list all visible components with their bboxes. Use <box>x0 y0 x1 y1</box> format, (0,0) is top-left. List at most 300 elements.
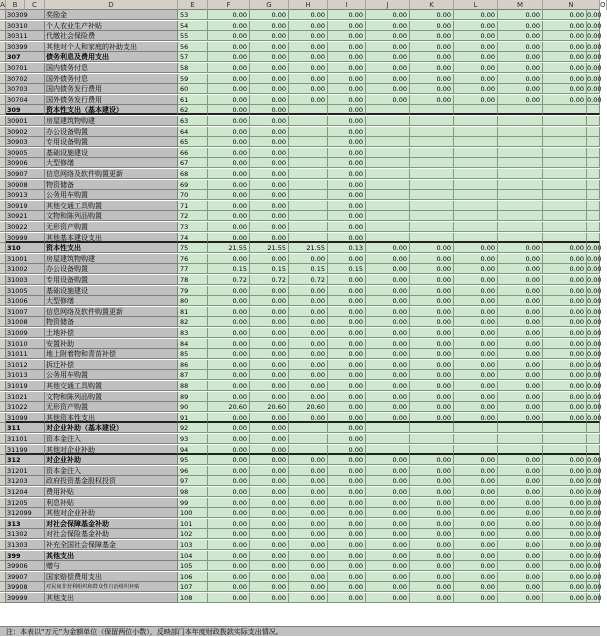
account-code-cell[interactable]: 30999 <box>6 233 45 243</box>
value-cell[interactable]: 0.00 <box>289 360 328 370</box>
value-cell[interactable]: 0.00 <box>366 264 410 274</box>
value-cell[interactable]: 0.00 <box>410 42 454 52</box>
value-cell[interactable] <box>410 169 454 179</box>
value-cell[interactable]: 0.00 <box>587 95 602 104</box>
value-cell[interactable] <box>410 148 454 158</box>
value-cell[interactable]: 0.00 <box>498 95 543 105</box>
account-code-cell[interactable]: 30703 <box>6 84 45 94</box>
account-name-cell[interactable]: 资本金注入 <box>45 466 178 476</box>
line-number-cell[interactable]: 54 <box>178 21 208 31</box>
value-cell[interactable]: 0.00 <box>543 74 587 84</box>
value-cell[interactable]: 0.00 <box>366 370 410 380</box>
value-cell[interactable]: 0.00 <box>366 63 410 73</box>
value-cell[interactable]: 0.00 <box>208 42 250 52</box>
line-number-cell[interactable]: 73 <box>178 222 208 232</box>
account-name-cell[interactable]: 物资储备 <box>45 317 178 327</box>
value-cell[interactable]: 0.00 <box>587 477 602 486</box>
account-code-cell[interactable]: 31002 <box>6 264 45 274</box>
line-number-cell[interactable]: 71 <box>178 201 208 211</box>
line-number-cell[interactable]: 57 <box>178 52 208 62</box>
account-code-cell[interactable]: 31009 <box>6 328 45 338</box>
value-cell[interactable]: 0.00 <box>498 572 543 582</box>
value-cell[interactable]: 0.15 <box>250 264 289 274</box>
value-cell[interactable]: 0.00 <box>366 540 410 550</box>
value-cell[interactable]: 0.00 <box>250 201 289 211</box>
line-number-cell[interactable]: 87 <box>178 370 208 380</box>
value-cell[interactable] <box>454 434 498 444</box>
value-cell[interactable]: 0.00 <box>410 487 454 497</box>
line-number-cell[interactable]: 107 <box>178 582 208 592</box>
account-code-cell[interactable]: 30906 <box>6 158 45 168</box>
column-header-c[interactable]: C <box>25 0 45 10</box>
value-cell[interactable]: 0.00 <box>208 392 250 402</box>
value-cell[interactable] <box>587 158 600 168</box>
value-cell[interactable]: 0.00 <box>208 561 250 571</box>
account-name-cell[interactable]: 办公设备购置 <box>45 264 178 274</box>
account-name-cell[interactable]: 土地补偿 <box>45 328 178 338</box>
value-cell[interactable]: 0.00 <box>289 31 328 41</box>
value-cell[interactable] <box>366 169 410 179</box>
value-cell[interactable]: 0.00 <box>208 360 250 370</box>
value-cell[interactable]: 0.00 <box>410 476 454 486</box>
value-cell[interactable]: 0.00 <box>587 392 602 401</box>
value-cell[interactable] <box>366 137 410 147</box>
account-code-cell[interactable]: 31201 <box>6 466 45 476</box>
value-cell[interactable]: 0.00 <box>410 508 454 518</box>
line-number-cell[interactable]: 84 <box>178 339 208 349</box>
account-name-cell[interactable]: 公务用车购置 <box>45 190 178 200</box>
value-cell[interactable]: 0.00 <box>366 455 410 465</box>
line-number-cell[interactable]: 104 <box>178 551 208 561</box>
value-cell[interactable]: 0.00 <box>250 476 289 486</box>
line-number-cell[interactable]: 80 <box>178 296 208 306</box>
value-cell[interactable]: 0.00 <box>587 371 602 380</box>
column-header-e[interactable]: E <box>178 0 208 10</box>
value-cell[interactable]: 0.00 <box>410 349 454 359</box>
value-cell[interactable] <box>410 233 454 243</box>
value-cell[interactable]: 0.00 <box>208 572 250 582</box>
value-cell[interactable]: 0.00 <box>366 487 410 497</box>
value-cell[interactable]: 0.00 <box>208 476 250 486</box>
value-cell[interactable]: 0.00 <box>366 10 410 20</box>
value-cell[interactable]: 0.15 <box>289 264 328 274</box>
account-name-cell[interactable]: 其他对企业补助 <box>45 445 178 455</box>
value-cell[interactable]: 0.00 <box>250 423 289 433</box>
value-cell[interactable] <box>498 148 543 158</box>
value-cell[interactable] <box>543 190 587 200</box>
value-cell[interactable]: 0.00 <box>587 297 602 306</box>
value-cell[interactable]: 0.00 <box>543 264 587 274</box>
value-cell[interactable]: 0.00 <box>543 561 587 571</box>
value-cell[interactable] <box>587 423 600 433</box>
value-cell[interactable]: 0.00 <box>410 21 454 31</box>
value-cell[interactable]: 0.00 <box>328 455 366 465</box>
value-cell[interactable] <box>289 148 328 158</box>
value-cell[interactable]: 0.00 <box>454 31 498 41</box>
value-cell[interactable]: 0.15 <box>328 264 366 274</box>
value-cell[interactable]: 0.00 <box>366 339 410 349</box>
value-cell[interactable]: 0.00 <box>454 561 498 571</box>
value-cell[interactable] <box>366 222 410 232</box>
value-cell[interactable]: 0.00 <box>208 10 250 20</box>
account-name-cell[interactable]: 资本性支出 <box>45 243 178 253</box>
value-cell[interactable]: 0.00 <box>410 328 454 338</box>
value-cell[interactable]: 0.00 <box>587 286 602 295</box>
value-cell[interactable]: 0.00 <box>250 317 289 327</box>
account-name-cell[interactable]: 对社会保障基金补助 <box>45 519 178 529</box>
value-cell[interactable]: 0.00 <box>587 509 602 518</box>
value-cell[interactable]: 0.00 <box>587 519 602 528</box>
value-cell[interactable]: 0.00 <box>208 233 250 243</box>
value-cell[interactable]: 0.00 <box>587 276 602 284</box>
value-cell[interactable]: 0.00 <box>543 572 587 582</box>
value-cell[interactable] <box>289 180 328 190</box>
value-cell[interactable]: 0.00 <box>498 551 543 561</box>
value-cell[interactable]: 0.00 <box>543 413 587 423</box>
value-cell[interactable]: 0.00 <box>454 349 498 359</box>
value-cell[interactable]: 0.00 <box>410 286 454 296</box>
value-cell[interactable]: 0.00 <box>208 349 250 359</box>
value-cell[interactable]: 0.00 <box>328 296 366 306</box>
value-cell[interactable]: 0.00 <box>587 21 602 30</box>
value-cell[interactable]: 0.72 <box>208 275 250 285</box>
account-name-cell[interactable]: 其他交通工具购置 <box>45 201 178 211</box>
account-name-cell[interactable]: 赠与 <box>45 561 178 571</box>
value-cell[interactable]: 0.00 <box>208 211 250 221</box>
value-cell[interactable]: 0.00 <box>328 360 366 370</box>
value-cell[interactable]: 0.00 <box>587 466 602 475</box>
value-cell[interactable]: 0.00 <box>289 529 328 539</box>
value-cell[interactable]: 0.00 <box>498 286 543 296</box>
value-cell[interactable]: 0.00 <box>289 540 328 550</box>
line-number-cell[interactable]: 67 <box>178 158 208 168</box>
line-number-cell[interactable]: 91 <box>178 413 208 423</box>
value-cell[interactable]: 0.00 <box>328 392 366 402</box>
value-cell[interactable]: 0.00 <box>587 594 602 602</box>
value-cell[interactable] <box>289 190 328 200</box>
value-cell[interactable]: 0.00 <box>250 31 289 41</box>
value-cell[interactable]: 0.00 <box>328 201 366 211</box>
value-cell[interactable]: 0.00 <box>366 31 410 41</box>
line-number-cell[interactable]: 101 <box>178 519 208 529</box>
value-cell[interactable]: 0.00 <box>498 296 543 306</box>
account-code-cell[interactable]: 312 <box>6 455 45 465</box>
value-cell[interactable]: 0.00 <box>543 540 587 550</box>
value-cell[interactable]: 0.00 <box>289 10 328 20</box>
line-number-cell[interactable]: 102 <box>178 529 208 539</box>
value-cell[interactable]: 0.00 <box>366 42 410 52</box>
line-number-cell[interactable]: 90 <box>178 402 208 412</box>
value-cell[interactable]: 0.00 <box>498 476 543 486</box>
account-name-cell[interactable]: 大型修缮 <box>45 296 178 306</box>
value-cell[interactable]: 0.00 <box>410 31 454 41</box>
value-cell[interactable]: 0.00 <box>289 328 328 338</box>
value-cell[interactable]: 0.00 <box>289 519 328 529</box>
value-cell[interactable] <box>454 233 498 243</box>
account-code-cell[interactable]: 30311 <box>6 31 45 41</box>
value-cell[interactable]: 0.00 <box>208 31 250 41</box>
value-cell[interactable]: 0.00 <box>328 519 366 529</box>
account-name-cell[interactable]: 无形资产购置 <box>45 402 178 412</box>
value-cell[interactable]: 0.00 <box>410 95 454 105</box>
value-cell[interactable]: 0.00 <box>410 370 454 380</box>
account-code-cell[interactable]: 311 <box>6 423 45 433</box>
value-cell[interactable] <box>543 211 587 221</box>
account-name-cell[interactable]: 其他支出 <box>45 551 178 561</box>
account-name-cell[interactable]: 信息网络及软件购置更新 <box>45 307 178 317</box>
value-cell[interactable]: 0.00 <box>587 350 602 359</box>
column-header-a[interactable]: A <box>0 1 5 9</box>
value-cell[interactable]: 0.00 <box>250 148 289 158</box>
value-cell[interactable]: 0.00 <box>289 52 328 62</box>
value-cell[interactable] <box>366 180 410 190</box>
value-cell[interactable]: 0.00 <box>366 582 410 592</box>
value-cell[interactable]: 0.00 <box>328 148 366 158</box>
account-code-cell[interactable]: 30919 <box>6 201 45 211</box>
value-cell[interactable]: 0.00 <box>543 381 587 391</box>
account-code-cell[interactable]: 312099 <box>6 508 45 518</box>
value-cell[interactable]: 0.00 <box>289 582 328 592</box>
value-cell[interactable]: 0.00 <box>289 487 328 497</box>
value-cell[interactable]: 0.00 <box>498 52 543 62</box>
value-cell[interactable] <box>498 434 543 444</box>
account-name-cell[interactable]: 房屋建筑物购建 <box>45 254 178 264</box>
value-cell[interactable]: 0.00 <box>250 551 289 561</box>
account-code-cell[interactable]: 399 <box>6 551 45 561</box>
account-code-cell[interactable]: 31302 <box>6 529 45 539</box>
line-number-cell[interactable]: 89 <box>178 392 208 402</box>
value-cell[interactable] <box>454 105 498 115</box>
value-cell[interactable]: 0.00 <box>208 328 250 338</box>
value-cell[interactable]: 0.00 <box>366 466 410 476</box>
column-header-f[interactable]: F <box>208 0 250 10</box>
value-cell[interactable]: 0.00 <box>498 307 543 317</box>
value-cell[interactable] <box>410 423 454 433</box>
value-cell[interactable]: 0.00 <box>543 10 587 20</box>
value-cell[interactable]: 0.00 <box>410 540 454 550</box>
value-cell[interactable]: 0.00 <box>208 158 250 168</box>
value-cell[interactable]: 0.00 <box>208 317 250 327</box>
value-cell[interactable]: 0.00 <box>328 466 366 476</box>
value-cell[interactable]: 0.00 <box>289 286 328 296</box>
value-cell[interactable]: 0.00 <box>587 265 602 274</box>
value-cell[interactable]: 0.00 <box>289 84 328 94</box>
value-cell[interactable]: 0.00 <box>543 339 587 349</box>
value-cell[interactable] <box>587 127 600 137</box>
value-cell[interactable]: 0.00 <box>410 381 454 391</box>
value-cell[interactable]: 0.00 <box>366 254 410 264</box>
value-cell[interactable]: 0.00 <box>328 286 366 296</box>
value-cell[interactable]: 0.00 <box>208 84 250 94</box>
value-cell[interactable]: 0.00 <box>543 455 587 465</box>
value-cell[interactable]: 0.00 <box>366 328 410 338</box>
line-number-cell[interactable]: 74 <box>178 233 208 243</box>
value-cell[interactable]: 0.00 <box>208 540 250 550</box>
value-cell[interactable]: 0.00 <box>366 519 410 529</box>
value-cell[interactable] <box>543 137 587 147</box>
value-cell[interactable]: 0.00 <box>366 74 410 84</box>
value-cell[interactable]: 0.00 <box>208 63 250 73</box>
value-cell[interactable]: 0.00 <box>328 31 366 41</box>
account-name-cell[interactable]: 大型修缮 <box>45 158 178 168</box>
column-header-b[interactable]: B <box>6 0 25 10</box>
value-cell[interactable]: 0.00 <box>587 562 602 571</box>
value-cell[interactable]: 0.00 <box>543 254 587 264</box>
value-cell[interactable]: 0.00 <box>328 84 366 94</box>
value-cell[interactable] <box>454 158 498 168</box>
line-number-cell[interactable]: 98 <box>178 487 208 497</box>
value-cell[interactable]: 0.00 <box>208 21 250 31</box>
value-cell[interactable]: 0.00 <box>289 561 328 571</box>
value-cell[interactable]: 0.00 <box>328 423 366 433</box>
line-number-cell[interactable]: 59 <box>178 74 208 84</box>
column-header-h[interactable]: H <box>289 0 328 10</box>
value-cell[interactable]: 0.00 <box>366 402 410 412</box>
value-cell[interactable]: 0.00 <box>543 243 587 253</box>
value-cell[interactable]: 0.00 <box>208 307 250 317</box>
value-cell[interactable]: 0.00 <box>328 10 366 20</box>
account-name-cell[interactable]: 其他对个人和家庭的补助支出 <box>45 42 178 52</box>
value-cell[interactable]: 0.00 <box>454 74 498 84</box>
account-code-cell[interactable]: 31021 <box>6 392 45 402</box>
value-cell[interactable]: 0.00 <box>587 85 602 94</box>
value-cell[interactable] <box>587 180 600 190</box>
line-number-cell[interactable]: 76 <box>178 254 208 264</box>
value-cell[interactable] <box>366 148 410 158</box>
value-cell[interactable]: 0.00 <box>543 31 587 41</box>
value-cell[interactable]: 0.00 <box>454 466 498 476</box>
value-cell[interactable]: 0.00 <box>587 42 602 51</box>
value-cell[interactable]: 0.00 <box>250 445 289 455</box>
value-cell[interactable]: 0.00 <box>587 456 602 465</box>
value-cell[interactable]: 0.00 <box>366 84 410 94</box>
value-cell[interactable] <box>543 233 587 243</box>
value-cell[interactable]: 0.00 <box>587 572 602 581</box>
value-cell[interactable]: 0.00 <box>366 307 410 317</box>
value-cell[interactable]: 0.00 <box>328 180 366 190</box>
value-cell[interactable]: 0.00 <box>289 21 328 31</box>
value-cell[interactable]: 0.00 <box>289 508 328 518</box>
value-cell[interactable]: 0.00 <box>250 180 289 190</box>
account-code-cell[interactable]: 30399 <box>6 42 45 52</box>
value-cell[interactable]: 0.00 <box>454 476 498 486</box>
value-cell[interactable]: 0.00 <box>498 413 543 423</box>
value-cell[interactable]: 0.00 <box>410 498 454 508</box>
value-cell[interactable] <box>498 201 543 211</box>
value-cell[interactable]: 0.00 <box>289 551 328 561</box>
account-name-cell[interactable]: 无形资产购置 <box>45 222 178 232</box>
account-code-cell[interactable]: 31101 <box>6 434 45 444</box>
value-cell[interactable] <box>289 423 328 433</box>
value-cell[interactable]: 0.00 <box>366 243 410 253</box>
value-cell[interactable]: 0.00 <box>410 275 454 285</box>
account-name-cell[interactable]: 补充全国社会保障基金 <box>45 540 178 550</box>
value-cell[interactable]: 0.00 <box>328 233 366 243</box>
value-cell[interactable]: 20.60 <box>289 402 328 412</box>
value-cell[interactable]: 0.00 <box>587 583 602 592</box>
account-name-cell[interactable]: 对企业补助 <box>45 455 178 465</box>
value-cell[interactable] <box>410 201 454 211</box>
value-cell[interactable] <box>454 211 498 221</box>
value-cell[interactable]: 0.00 <box>328 105 366 115</box>
value-cell[interactable]: 0.00 <box>208 169 250 179</box>
value-cell[interactable] <box>410 180 454 190</box>
column-header-l[interactable]: L <box>454 0 498 10</box>
value-cell[interactable]: 0.00 <box>587 360 602 369</box>
value-cell[interactable]: 0.00 <box>250 190 289 200</box>
value-cell[interactable] <box>410 137 454 147</box>
value-cell[interactable]: 0.00 <box>366 551 410 561</box>
value-cell[interactable]: 0.00 <box>366 593 410 603</box>
account-code-cell[interactable]: 31003 <box>6 275 45 285</box>
value-cell[interactable]: 0.00 <box>328 445 366 455</box>
value-cell[interactable]: 0.00 <box>328 551 366 561</box>
value-cell[interactable]: 0.00 <box>543 63 587 73</box>
value-cell[interactable]: 0.00 <box>250 296 289 306</box>
value-cell[interactable]: 0.72 <box>250 275 289 285</box>
account-code-cell[interactable]: 309 <box>6 105 45 115</box>
value-cell[interactable]: 0.00 <box>208 286 250 296</box>
value-cell[interactable]: 0.00 <box>543 84 587 94</box>
line-number-cell[interactable]: 69 <box>178 180 208 190</box>
value-cell[interactable] <box>587 233 600 243</box>
account-code-cell[interactable]: 31303 <box>6 540 45 550</box>
line-number-cell[interactable]: 106 <box>178 572 208 582</box>
value-cell[interactable] <box>498 233 543 243</box>
value-cell[interactable]: 0.00 <box>328 370 366 380</box>
value-cell[interactable]: 0.00 <box>366 275 410 285</box>
value-cell[interactable]: 0.00 <box>289 95 328 105</box>
value-cell[interactable] <box>410 211 454 221</box>
line-number-cell[interactable]: 105 <box>178 561 208 571</box>
account-code-cell[interactable]: 31006 <box>6 296 45 306</box>
account-name-cell[interactable]: 信息网络及软件购置更新 <box>45 169 178 179</box>
value-cell[interactable] <box>410 434 454 444</box>
value-cell[interactable] <box>498 423 543 433</box>
value-cell[interactable] <box>498 116 543 126</box>
value-cell[interactable]: 0.00 <box>587 74 602 83</box>
value-cell[interactable]: 0.00 <box>328 540 366 550</box>
value-cell[interactable]: 0.00 <box>410 561 454 571</box>
value-cell[interactable] <box>543 169 587 179</box>
value-cell[interactable]: 0.00 <box>328 476 366 486</box>
line-number-cell[interactable]: 85 <box>178 349 208 359</box>
value-cell[interactable]: 0.00 <box>543 275 587 285</box>
account-code-cell[interactable]: 30922 <box>6 222 45 232</box>
value-cell[interactable]: 0.00 <box>250 116 289 126</box>
value-cell[interactable]: 0.00 <box>250 487 289 497</box>
value-cell[interactable]: 0.00 <box>328 487 366 497</box>
value-cell[interactable]: 0.00 <box>208 487 250 497</box>
value-cell[interactable]: 0.00 <box>498 10 543 20</box>
value-cell[interactable]: 0.00 <box>328 158 366 168</box>
account-code-cell[interactable]: 30921 <box>6 211 45 221</box>
value-cell[interactable]: 0.00 <box>366 561 410 571</box>
value-cell[interactable]: 0.00 <box>410 74 454 84</box>
account-name-cell[interactable]: 其他交通工具购置 <box>45 381 178 391</box>
value-cell[interactable]: 0.00 <box>543 296 587 306</box>
line-number-cell[interactable]: 75 <box>178 243 208 253</box>
account-name-cell[interactable]: 对企业补助（基本建设） <box>45 423 178 433</box>
value-cell[interactable]: 0.00 <box>328 508 366 518</box>
value-cell[interactable]: 0.00 <box>250 42 289 52</box>
value-cell[interactable] <box>454 222 498 232</box>
account-name-cell[interactable]: 国家赔偿费用支出 <box>45 572 178 582</box>
value-cell[interactable]: 0.00 <box>250 370 289 380</box>
value-cell[interactable]: 0.00 <box>454 286 498 296</box>
line-number-cell[interactable]: 55 <box>178 31 208 41</box>
value-cell[interactable]: 0.00 <box>454 243 498 253</box>
